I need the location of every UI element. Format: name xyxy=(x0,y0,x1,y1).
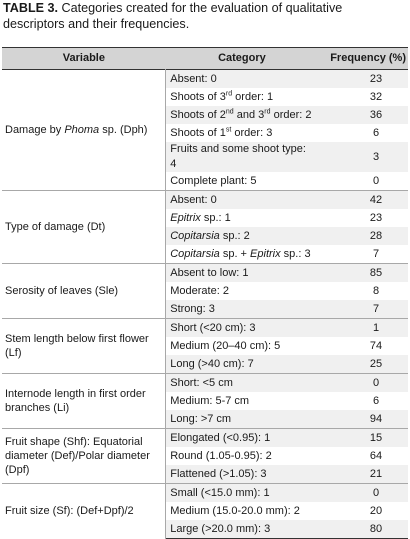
table-header xyxy=(2,48,408,70)
variable-group xyxy=(2,191,408,264)
category-cell: Long (>40 cm): 7 xyxy=(166,355,318,374)
column-header-frequency: Frequency (%) xyxy=(318,48,408,70)
category-cell: Medium (15.0-20.0 mm): 2 xyxy=(170,504,300,517)
frequency-cell: 15 xyxy=(318,429,408,448)
table-row xyxy=(2,429,408,448)
category-cell: Medium (20–40 cm): 5 xyxy=(170,339,281,352)
category-cell: Strong: 3 xyxy=(166,300,318,319)
table-caption-text: Categories created for the evaluation of qualitative descriptors and their frequencies. xyxy=(3,1,343,31)
frequency-cell: 25 xyxy=(318,355,408,374)
variable-group xyxy=(2,319,408,374)
column-header-variable: Variable xyxy=(2,48,166,70)
category-cell: Small (<15.0 mm): 1 xyxy=(166,484,318,503)
variable-group xyxy=(2,374,408,429)
variable-group xyxy=(2,70,408,191)
frequency-cell: 85 xyxy=(318,264,408,283)
variable-cell: Internode length in first order branches (Li) xyxy=(2,374,166,429)
category-cell: Short (<20 cm): 3 xyxy=(166,319,318,338)
frequency-cell: 6 xyxy=(372,394,380,407)
frequency-cell: 7 xyxy=(318,300,408,319)
variable-cell: Type of damage (Dt) xyxy=(2,191,166,264)
variable-cell: Serosity of leaves (Sle) xyxy=(2,264,166,319)
frequency-cell: 7 xyxy=(372,247,380,260)
table-row xyxy=(2,374,408,393)
frequency-cell: 32 xyxy=(369,90,383,103)
frequency-cell: 74 xyxy=(369,339,383,352)
frequency-cell: 0 xyxy=(318,484,408,503)
category-cell: Absent: 0 xyxy=(166,70,318,89)
variable-group xyxy=(2,429,408,484)
frequency-cell: 28 xyxy=(318,227,408,245)
category-cell: Copitarsia sp.: 2 xyxy=(166,227,318,245)
frequency-cell: 0 xyxy=(372,174,380,187)
variable-cell: Damage by Phoma sp. (Dph) xyxy=(2,70,166,191)
category-cell: Short: <5 cm xyxy=(166,374,318,393)
category-cell: Shoots of 1st order: 3 xyxy=(170,125,273,139)
frequency-cell: 42 xyxy=(318,191,408,210)
table-row xyxy=(2,70,408,89)
category-cell: Flattened (>1.05): 3 xyxy=(166,465,318,484)
variable-group xyxy=(2,264,408,319)
column-header-category: Category xyxy=(166,48,318,70)
frequency-cell: 23 xyxy=(369,211,383,224)
table-row xyxy=(2,264,408,283)
frequency-cell: 6 xyxy=(372,126,380,139)
frequency-cell: 8 xyxy=(372,284,380,297)
table-row xyxy=(2,484,408,503)
category-cell: Epitrix sp.: 1 xyxy=(170,211,231,224)
category-cell: Large (>20.0 mm): 3 xyxy=(166,520,318,539)
table-caption xyxy=(3,1,407,32)
frequency-cell: 64 xyxy=(369,449,383,462)
category-cell: Round (1.05-0.95): 2 xyxy=(170,449,272,462)
frequency-cell: 3 xyxy=(318,142,408,172)
frequency-cell: 94 xyxy=(318,410,408,429)
category-cell: Long: >7 cm xyxy=(166,410,318,429)
category-cell: Absent to low: 1 xyxy=(166,264,318,283)
frequency-cell: 1 xyxy=(318,319,408,338)
frequency-cell: 80 xyxy=(318,520,408,539)
category-cell: Elongated (<0.95): 1 xyxy=(166,429,318,448)
variable-group xyxy=(2,484,408,539)
table-row xyxy=(2,191,408,210)
category-cell: Complete plant: 5 xyxy=(170,174,257,187)
variable-cell: Fruit shape (Shf): Equatorial diameter (Def)/Polar diameter (Dpf) xyxy=(2,429,166,484)
header-row xyxy=(2,48,408,70)
frequency-cell: 21 xyxy=(318,465,408,484)
category-cell: Copitarsia sp. + Epitrix sp.: 3 xyxy=(170,247,311,260)
frequency-cell: 23 xyxy=(318,70,408,89)
category-cell: Shoots of 2nd and 3rd order: 2 xyxy=(166,106,318,124)
table-row xyxy=(2,319,408,338)
category-cell: Medium: 5-7 cm xyxy=(170,394,250,407)
variable-cell: Fruit size (Sf): (Def+Dpf)/2 xyxy=(2,484,166,539)
descriptor-table xyxy=(2,47,408,539)
category-cell: Fruits and some shoot type: 4 xyxy=(166,142,318,172)
frequency-cell: 36 xyxy=(318,106,408,124)
frequency-cell: 20 xyxy=(369,504,383,517)
category-cell: Shoots of 3rd order: 1 xyxy=(170,89,274,103)
table-label: TABLE 3. xyxy=(3,1,59,15)
frequency-cell: 0 xyxy=(318,374,408,393)
variable-cell: Stem length below first flower (Lf) xyxy=(2,319,166,374)
category-cell: Moderate: 2 xyxy=(170,284,229,297)
category-cell: Absent: 0 xyxy=(166,191,318,210)
